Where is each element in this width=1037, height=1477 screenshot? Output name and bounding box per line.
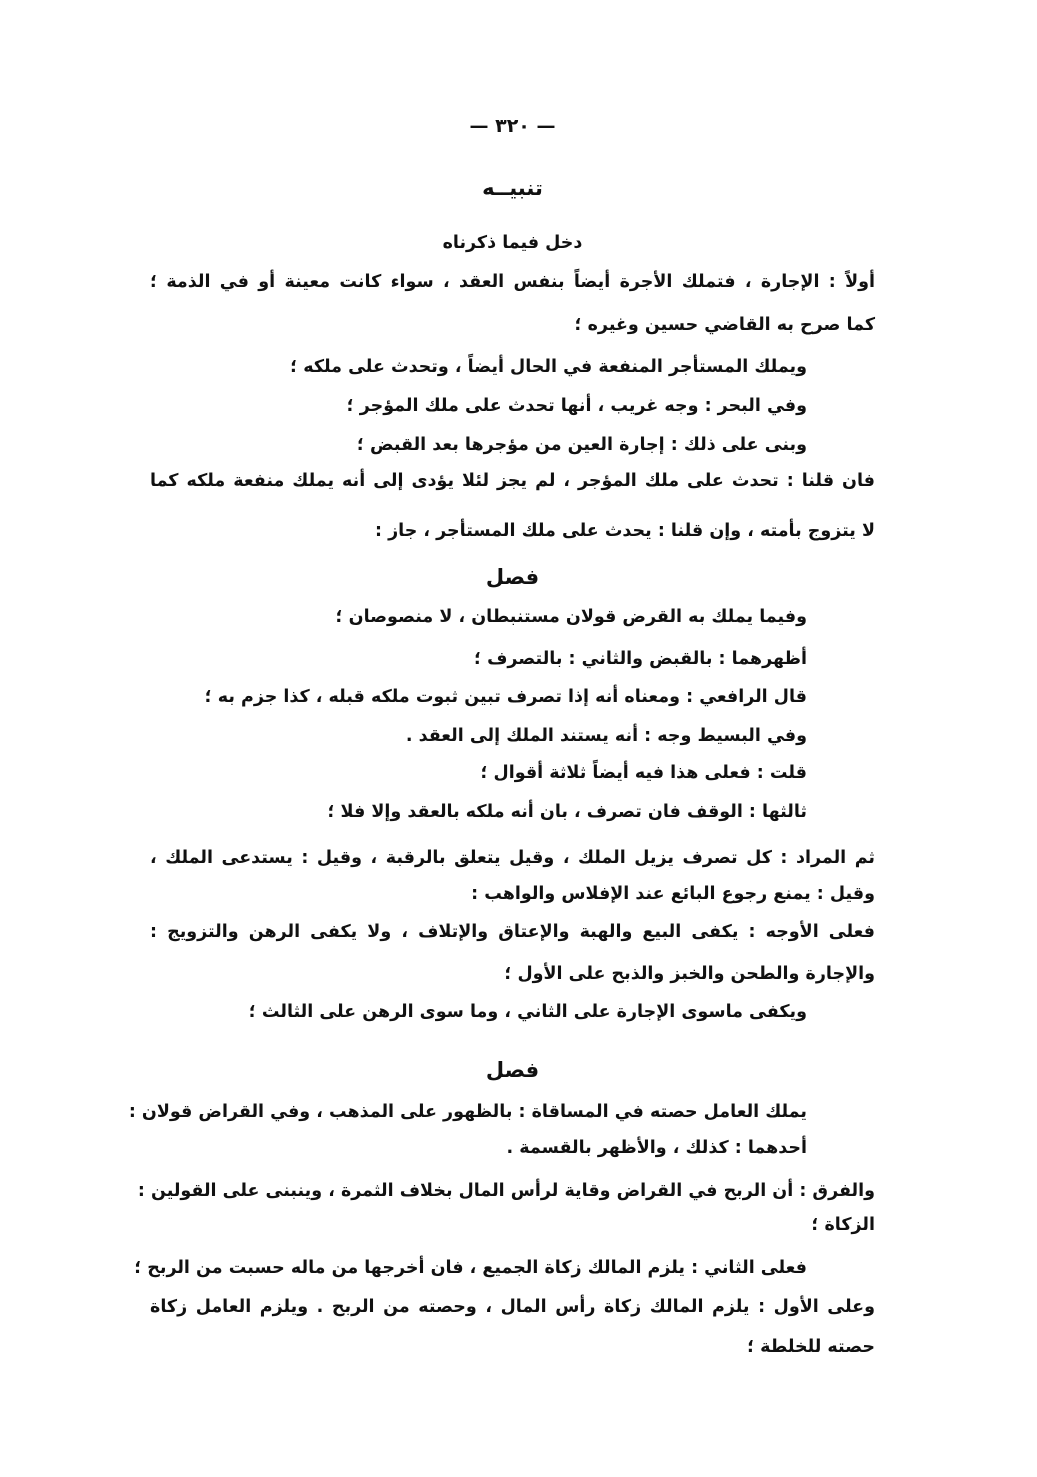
text-line: الزكاة ؛ xyxy=(811,1215,875,1235)
text-line: فان قلنا : تحدث على ملك المؤجر ، لم يجز لئلا يؤدى إلى أنه يملك منفعة ملكه كما xyxy=(150,471,875,491)
text-line: قلت : فعلى هذا فيه أيضاً ثلاثة أقوال ؛ xyxy=(480,763,807,783)
text-line: يملك العامل حصته في المساقاة : بالظهور على المذهب ، وفي القراض قولان : xyxy=(128,1102,807,1122)
text-line: والفرق : أن الربح في القراض وقاية لرأس المال بخلاف الثمرة ، وينبنى على القولين : xyxy=(137,1181,875,1201)
text-line: أولاً : الإجارة ، فتملك الأجرة أيضاً بنفس العقد ، سواء كانت معينة أو في الذمة ؛ xyxy=(150,272,875,292)
text-line: أحدهما : كذلك ، والأظهر بالقسمة . xyxy=(506,1138,807,1158)
text-line: وفي البسيط وجه : أنه يستند الملك إلى العقد . xyxy=(405,726,807,746)
text-line: وفيما يملك به القرض قولان مستنبطان ، لا منصوصان ؛ xyxy=(335,607,807,627)
text-line: قال الرافعي : ومعناه أنه إذا تصرف تبين ثبوت ملكه قبله ، كذا جزم به ؛ xyxy=(204,687,807,707)
section-subheading: دخل فيما ذكرناه xyxy=(442,233,583,253)
text-line: فعلى الثاني : يلزم المالك زكاة الجميع ، فان أخرجها من ماله حسبت من الربح ؛ xyxy=(134,1258,807,1278)
text-line: كما صرح به القاضي حسين وغيره ؛ xyxy=(574,315,875,335)
text-line: وبنى على ذلك : إجارة العين من مؤجرها بعد القبض ؛ xyxy=(356,435,807,455)
section-heading-fasl-1: فصل xyxy=(485,565,540,589)
text-line: ويكفى ماسوى الإجارة على الثاني ، وما سوى الرهن على الثالث ؛ xyxy=(248,1002,807,1022)
text-line: ويملك المستأجر المنفعة في الحال أيضاً ، وتحدث على ملكه ؛ xyxy=(290,357,807,377)
page-number: — ٣٢٠ — xyxy=(469,115,556,137)
text-line: والإجارة والطحن والخبز والذبح على الأول ؛ xyxy=(504,964,875,984)
section-heading-tanbih: تنبيــه xyxy=(482,176,543,200)
section-heading-fasl-2: فصل xyxy=(485,1058,540,1082)
text-line: ثالثها : الوقف فان تصرف ، بان أنه ملكه بالعقد وإلا فلا ؛ xyxy=(327,802,807,822)
text-line: وقيل : يمنع رجوع البائع عند الإفلاس والواهب : xyxy=(471,884,875,904)
text-line: وفي البحر : وجه غريب ، أنها تحدث على ملك المؤجر ؛ xyxy=(346,396,807,416)
text-line: حصته للخلطة ؛ xyxy=(747,1337,875,1357)
text-line: فعلى الأوجه : يكفى البيع والهبة والإعتاق والإتلاف ، ولا يكفى الرهن والتزويج : xyxy=(150,922,875,942)
text-line: وعلى الأول : يلزم المالك زكاة رأس المال ، وحصته من الربح . ويلزم العامل زكاة xyxy=(150,1297,875,1317)
document-page xyxy=(128,108,875,1368)
text-line: ثم المراد : كل تصرف يزيل الملك ، وقيل يتعلق بالرقبة ، وقيل : يستدعى الملك ، xyxy=(150,848,875,868)
text-line: أظهرهما : بالقبض والثاني : بالتصرف ؛ xyxy=(474,649,807,669)
text-line: لا يتزوج بأمته ، وإن قلنا : يحدث على ملك المستأجر ، جاز : xyxy=(374,521,875,541)
